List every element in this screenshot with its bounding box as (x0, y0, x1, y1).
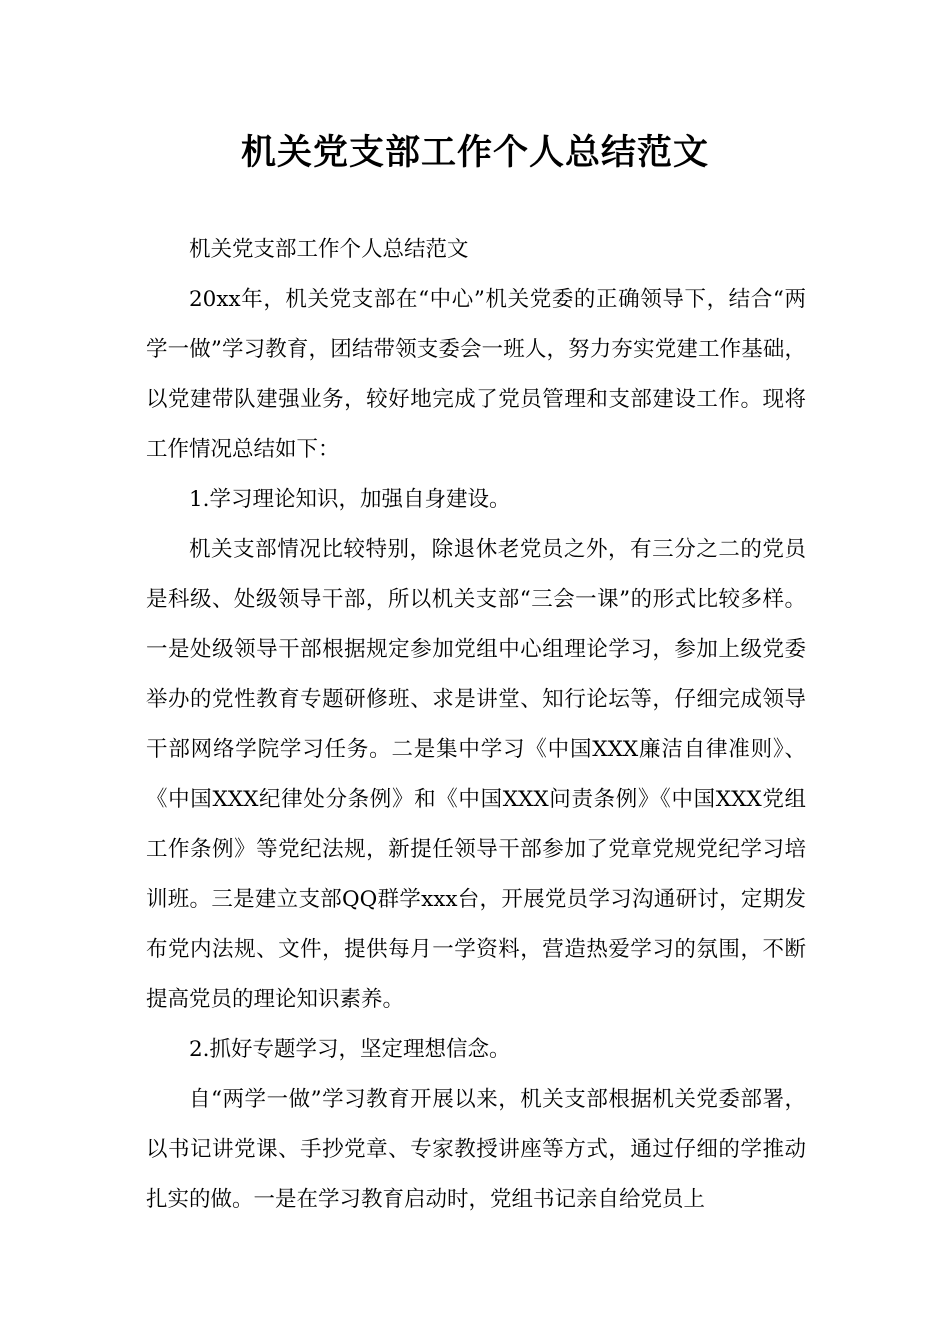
paragraph-section-2: 自“两学一做”学习教育开展以来，机关支部根据机关党委部署，以书记讲党课、手抄党章、专家教授讲座等方式，通过仔细的学推动扎实的做。一是在学习教育启动时，党组书记亲自给党员上 (146, 1087, 806, 1212)
paragraph-intro: 20xx年，机关党支部在“中心”机关党委的正确领导下，结合“两学一做”学习教育，团结带领支委会一班人，努力夯实党建工作基础，以党建带队建强业务，较好地完成了党员管理和支部建设工作。现将工作情况总结如下： (146, 287, 806, 462)
document-title: 机关党支部工作个人总结范文 (240, 133, 709, 173)
section-heading-1: 1.学习理论知识，加强自身建设。 (189, 487, 511, 512)
paragraph-subtitle: 机关党支部工作个人总结范文 (189, 237, 469, 262)
section-heading-2: 2.抓好专题学习，坚定理想信念。 (189, 1037, 511, 1062)
document-body (146, 225, 806, 1225)
paragraph-section-1: 机关支部情况比较特别，除退休老党员之外，有三分之二的党员是科级、处级领导干部，所以机关支部“三会一课”的形式比较多样。一是处级领导干部根据规定参加党组中心组理论学习，参加上级党委举办的党性教育专题研修班、求是讲堂、知行论坛等，仔细完成领导干部网络学院学习任务。二是集中学习《中国XXX廉洁自律准则》、《中国XXX纪律处分条例》和《中国XXX问责条例》《中国XXX党组工作条例》等党纪法规，新提任领导干部参加了党章党规党纪学习培训班。三是建立支部QQ群学xxx台，开展党员学习沟通研讨，定期发布党内法规、文件，提供每月一学资料，营造热爱学习的氛围，不断提高党员的理论知识素养。 (146, 537, 806, 1012)
